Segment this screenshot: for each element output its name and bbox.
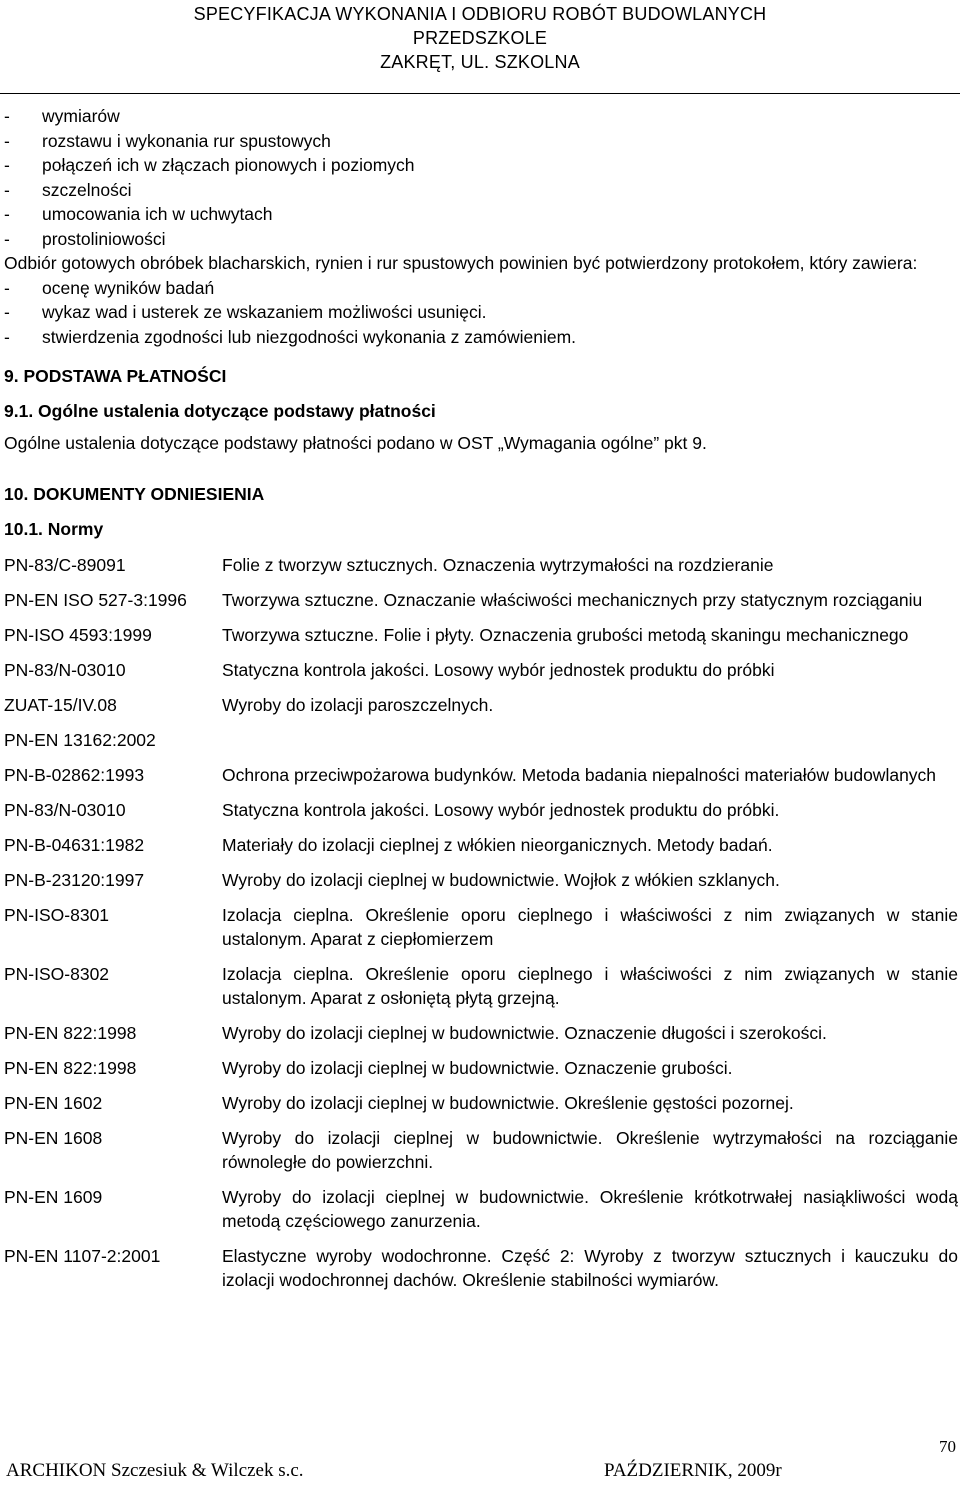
document-header	[0, 2, 960, 74]
norm-row	[4, 1244, 958, 1292]
norm-row	[4, 623, 958, 647]
norm-code: PN-ISO-8301	[4, 904, 110, 925]
norm-code: PN-EN ISO 527-3:1996	[4, 589, 187, 610]
list-item: - stwierdzenia zgodności lub niezgodności wykonania z zamówieniem.	[4, 326, 577, 347]
norm-code: PN-EN 822:1998	[4, 1057, 137, 1078]
norm-row	[4, 962, 958, 1010]
inspection-list	[4, 104, 958, 251]
header-building: PRZEDSZKOLE	[412, 28, 548, 48]
norm-description	[222, 728, 958, 752]
document-footer	[6, 1460, 956, 1488]
norm-code: PN-EN 13162:2002	[4, 729, 156, 750]
norm-description: Izolacja cieplna. Określenie oporu cieplnego i właściwości z nim związanych w stanie ustalonym. Aparat z osłoniętą płytą grzejną.	[222, 963, 958, 1008]
norm-description: Tworzywa sztuczne. Oznaczanie właściwości mechanicznych przy statycznym rozciąganiu	[222, 589, 923, 610]
norm-row	[4, 1021, 958, 1045]
norm-description: Folie z tworzyw sztucznych. Oznaczenia wytrzymałości na rozdzieranie	[222, 554, 774, 575]
list-item: - połączeń ich w złączach pionowych i poziomych	[4, 155, 415, 175]
section-9-heading: 9. PODSTAWA PŁATNOŚCI	[4, 366, 227, 386]
list-item: - rozstawu i wykonania rur spustowych	[4, 130, 331, 151]
norm-code: PN-EN 1609	[4, 1186, 103, 1207]
norm-code: PN-EN 1107-2:2001	[4, 1245, 161, 1266]
header-divider	[0, 93, 960, 94]
list-item: - ocenę wyników badań	[4, 277, 215, 298]
footer-date: PAŹDZIERNIK, 2009r	[604, 1460, 782, 1481]
norm-row	[4, 728, 958, 752]
norm-row	[4, 553, 958, 577]
norm-description: Wyroby do izolacji cieplnej w budownictwie. Określenie wytrzymałości na rozciąganie równoległe do powierzchni.	[222, 1127, 958, 1172]
norm-code: PN-ISO-8302	[4, 963, 110, 984]
norm-code: PN-EN 822:1998	[4, 1022, 137, 1043]
norm-row	[4, 868, 958, 892]
header-title: SPECYFIKACJA WYKONANIA I ODBIORU ROBÓT BUDOWLANYCH	[193, 4, 767, 24]
norm-code: PN-83/N-03010	[4, 799, 126, 820]
list-item: - wymiarów	[4, 106, 120, 126]
norm-code: PN-B-23120:1997	[4, 869, 145, 890]
header-address: ZAKRĘT, UL. SZKOLNA	[380, 52, 580, 72]
norm-code: PN-83/C-89091	[4, 554, 126, 575]
norm-description: Elastyczne wyroby wodochronne. Część 2: Wyroby z tworzyw sztucznych i kauczuku do izolacji wodochronnej dachów. Określenie stabilności wymiarów.	[222, 1245, 958, 1290]
list-item: - szczelności	[4, 179, 132, 200]
section-10-heading: 10. DOKUMENTY ODNIESIENIA	[4, 483, 265, 504]
section-9-1-text: Ogólne ustalenia dotyczące podstawy płatności podano w OST „Wymagania ogólne” pkt 9.	[4, 433, 707, 453]
norm-description: Wyroby do izolacji cieplnej w budownictwie. Wojłok z włókien szklanych.	[222, 869, 780, 890]
list-item: - prostoliniowości	[4, 228, 166, 249]
norm-row	[4, 1056, 958, 1080]
norm-description: Statyczna kontrola jakości. Losowy wybór jednostek produktu do próbki	[222, 659, 775, 680]
norm-description: Wyroby do izolacji cieplnej w budownictwie. Oznaczenie długości i szerokości.	[222, 1022, 827, 1043]
page-number: 70	[939, 1437, 956, 1456]
list-item: - wykaz wad i usterek ze wskazaniem możliwości usunięci.	[4, 302, 487, 322]
norm-row	[4, 1091, 958, 1115]
norm-description: Izolacja cieplna. Określenie oporu cieplnego i właściwości z nim związanych w stanie ustalonym. Aparat z ciepłomierzem	[222, 904, 958, 949]
section-9-1-heading: 9.1. Ogólne ustalenia dotyczące podstawy płatności	[4, 401, 436, 421]
norm-description: Tworzywa sztuczne. Folie i płyty. Oznaczenia grubości metodą skaningu mechanicznego	[222, 624, 909, 645]
norm-code: PN-ISO 4593:1999	[4, 624, 152, 645]
norm-row	[4, 588, 958, 612]
norm-row	[4, 658, 958, 682]
norm-description: Materiały do izolacji cieplnej z włókien nieorganicznych. Metody badań.	[222, 834, 773, 855]
norm-code: PN-B-02862:1993	[4, 764, 145, 785]
footer-company: ARCHIKON Szczesiuk & Wilczek s.c.	[6, 1460, 304, 1481]
section-10-1-heading: 10.1. Normy	[4, 518, 104, 539]
norm-description: Wyroby do izolacji cieplnej w budownictwie. Określenie gęstości pozornej.	[222, 1092, 794, 1113]
norm-row	[4, 1126, 958, 1174]
norm-code: ZUAT-15/IV.08	[4, 694, 117, 715]
norm-row	[4, 1185, 958, 1233]
norm-code: PN-EN 1602	[4, 1092, 103, 1113]
norm-description: Ochrona przeciwpożarowa budynków. Metoda badania niepalności materiałów budowlanych	[222, 764, 937, 785]
list-item: - umocowania ich w uchwytach	[4, 204, 273, 224]
norm-code: PN-83/N-03010	[4, 659, 126, 680]
norms-list	[4, 553, 958, 1292]
norm-row	[4, 763, 958, 787]
acceptance-paragraph: Odbiór gotowych obróbek blacharskich, rynien i rur spustowych powinien być potwierdzony protokołem, który zawiera:	[4, 253, 918, 273]
protocol-list	[4, 276, 958, 350]
norm-row	[4, 833, 958, 857]
norm-code: PN-EN 1608	[4, 1127, 103, 1148]
norm-description: Wyroby do izolacji cieplnej w budownictwie. Określenie krótkotrwałej nasiąkliwości wodą metodą częściowego zanurzenia.	[222, 1186, 958, 1231]
norm-description: Wyroby do izolacji cieplnej w budownictwie. Oznaczenie grubości.	[222, 1057, 733, 1078]
norm-row	[4, 693, 958, 717]
norm-description: Statyczna kontrola jakości. Losowy wybór jednostek produktu do próbki.	[222, 799, 780, 820]
document-body	[4, 104, 958, 1292]
norm-code: PN-B-04631:1982	[4, 834, 145, 855]
norm-row	[4, 798, 958, 822]
norm-row	[4, 903, 958, 951]
norm-description: Wyroby do izolacji paroszczelnych.	[222, 694, 494, 715]
